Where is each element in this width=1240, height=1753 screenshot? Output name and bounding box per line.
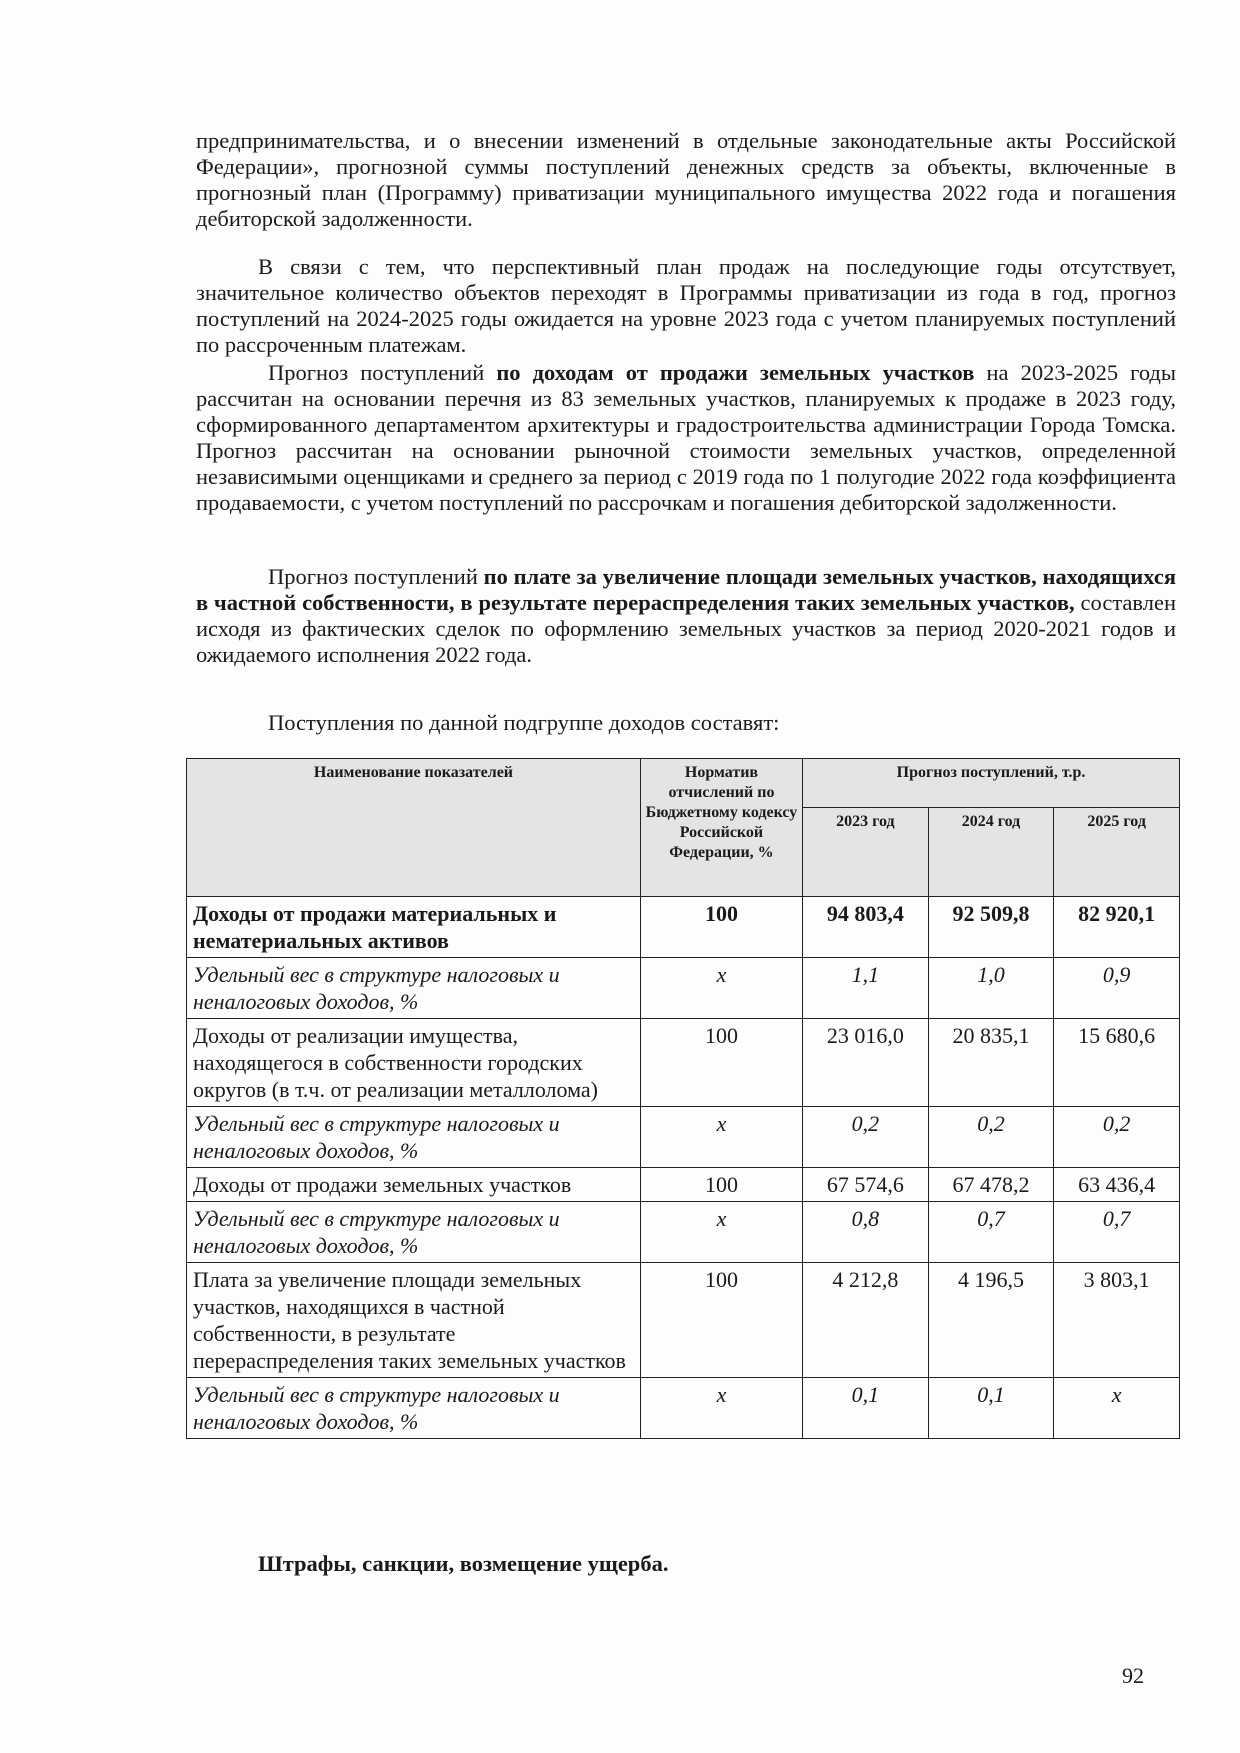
row-norm: 100 <box>640 1019 802 1107</box>
row-name: Доходы от продажи материальных и нематериальных активов <box>187 897 641 958</box>
table-row <box>187 1378 1180 1439</box>
paragraph-3-start: Прогноз поступлений <box>268 360 497 385</box>
row-2023: 0,1 <box>803 1378 929 1439</box>
table-row <box>187 1202 1180 1263</box>
row-norm: х <box>640 958 802 1019</box>
row-norm: х <box>640 1202 802 1263</box>
row-2025: 63 436,4 <box>1054 1168 1180 1202</box>
row-2024: 92 509,8 <box>928 897 1054 958</box>
row-norm: х <box>640 1107 802 1168</box>
row-2025: х <box>1054 1378 1180 1439</box>
table-row <box>187 1019 1180 1107</box>
row-2025: 0,9 <box>1054 958 1180 1019</box>
paragraph-4 <box>196 564 1176 668</box>
row-2025: 82 920,1 <box>1054 897 1180 958</box>
row-2024: 20 835,1 <box>928 1019 1054 1107</box>
row-2024: 4 196,5 <box>928 1263 1054 1378</box>
table-intro: Поступления по данной подгруппе доходов составят: <box>268 710 780 735</box>
paragraph-3-end: на 2023-2025 годы рассчитан на основании перечня из 83 земельных участков, планируемых к продаже в 2023 году, сформированного департаментом архитектуры и градостроительства администрации Города Томска. Прогноз рассчитан на основании рыночной стоимости земельных участков, определенной независимыми оценщиками и среднего за период с 2019 года по 1 полугодие 2022 года коэффициента продаваемости, с учетом поступлений по рассрочкам и погашения дебиторской задолженности. <box>196 360 1176 515</box>
header-2024: 2024 год <box>928 808 1054 897</box>
row-2023: 94 803,4 <box>803 897 929 958</box>
table-row <box>187 1168 1180 1202</box>
page-number: 92 <box>1122 1663 1144 1688</box>
row-2024: 1,0 <box>928 958 1054 1019</box>
row-2025: 3 803,1 <box>1054 1263 1180 1378</box>
row-2024: 0,2 <box>928 1107 1054 1168</box>
paragraph-3-text <box>196 360 1176 516</box>
paragraph-2 <box>196 254 1176 358</box>
row-name: Удельный вес в структуре налоговых и неналоговых доходов, % <box>187 1202 641 1263</box>
row-2023: 4 212,8 <box>803 1263 929 1378</box>
paragraph-4-text <box>196 564 1176 668</box>
row-2025: 0,7 <box>1054 1202 1180 1263</box>
table-row <box>187 958 1180 1019</box>
row-name: Доходы от продажи земельных участков <box>187 1168 641 1202</box>
paragraph-3 <box>196 360 1176 516</box>
paragraph-1-text: предпринимательства, и о внесении изменений в отдельные законодательные акты Российской Федерации», прогнозной суммы поступлений денежных средств за объекты, включенные в прогнозный план (Программу) приватизации муниципального имущества 2022 года и погашения дебиторской задолженности. <box>196 128 1176 231</box>
row-norm: 100 <box>640 1263 802 1378</box>
row-name: Плата за увеличение площади земельных участков, находящихся в частной собственности, в результате перераспределения таких земельных участков <box>187 1263 641 1378</box>
header-norm: Норматив отчислений по Бюджетному кодексу Российской Федерации, % <box>640 759 802 897</box>
paragraph-2-text: В связи с тем, что перспективный план продаж на последующие годы отсутствует, значительное количество объектов переходят в Программы приватизации из года в год, прогноз поступлений на 2024-2025 годы ожидается на уровне 2023 года с учетом планируемых поступлений по рассроченным платежам. <box>196 254 1176 357</box>
row-2024: 67 478,2 <box>928 1168 1054 1202</box>
row-name: Удельный вес в структуре налоговых и неналоговых доходов, % <box>187 1378 641 1439</box>
row-2025: 0,2 <box>1054 1107 1180 1168</box>
row-name: Доходы от реализации имущества, находящегося в собственности городских округов (в т.ч. от реализации металлолома) <box>187 1019 641 1107</box>
row-2025: 15 680,6 <box>1054 1019 1180 1107</box>
row-2023: 0,2 <box>803 1107 929 1168</box>
row-2023: 0,8 <box>803 1202 929 1263</box>
paragraph-1 <box>196 128 1176 232</box>
row-2023: 23 016,0 <box>803 1019 929 1107</box>
paragraph-4-end: составлен исходя из фактических сделок по оформлению земельных участков за период 2020-2021 годов и ожидаемого исполнения 2022 года. <box>196 590 1176 667</box>
section-heading: Штрафы, санкции, возмещение ущерба. <box>258 1551 669 1576</box>
row-norm: 100 <box>640 897 802 958</box>
table-header-row-1 <box>187 759 1180 808</box>
header-name: Наименование показателей <box>187 759 641 897</box>
header-2025: 2025 год <box>1054 808 1180 897</box>
row-2023: 1,1 <box>803 958 929 1019</box>
row-name: Удельный вес в структуре налоговых и неналоговых доходов, % <box>187 1107 641 1168</box>
paragraph-4-start: Прогноз поступлений <box>268 564 484 589</box>
row-name: Удельный вес в структуре налоговых и неналоговых доходов, % <box>187 958 641 1019</box>
row-2023: 67 574,6 <box>803 1168 929 1202</box>
paragraph-3-bold: по доходам от продажи земельных участков <box>496 360 975 385</box>
header-2023: 2023 год <box>803 808 929 897</box>
table-row <box>187 1263 1180 1378</box>
header-forecast: Прогноз поступлений, т.р. <box>803 759 1180 808</box>
revenue-table <box>186 758 1180 1439</box>
table-row <box>187 897 1180 958</box>
row-norm: х <box>640 1378 802 1439</box>
table-row <box>187 1107 1180 1168</box>
row-norm: 100 <box>640 1168 802 1202</box>
row-2024: 0,7 <box>928 1202 1054 1263</box>
row-2024: 0,1 <box>928 1378 1054 1439</box>
paragraph-4-bold: по плате за увеличение площади земельных участков, находящихся в частной собственности, в результате перераспределения таких земельных участков, <box>196 564 1176 615</box>
